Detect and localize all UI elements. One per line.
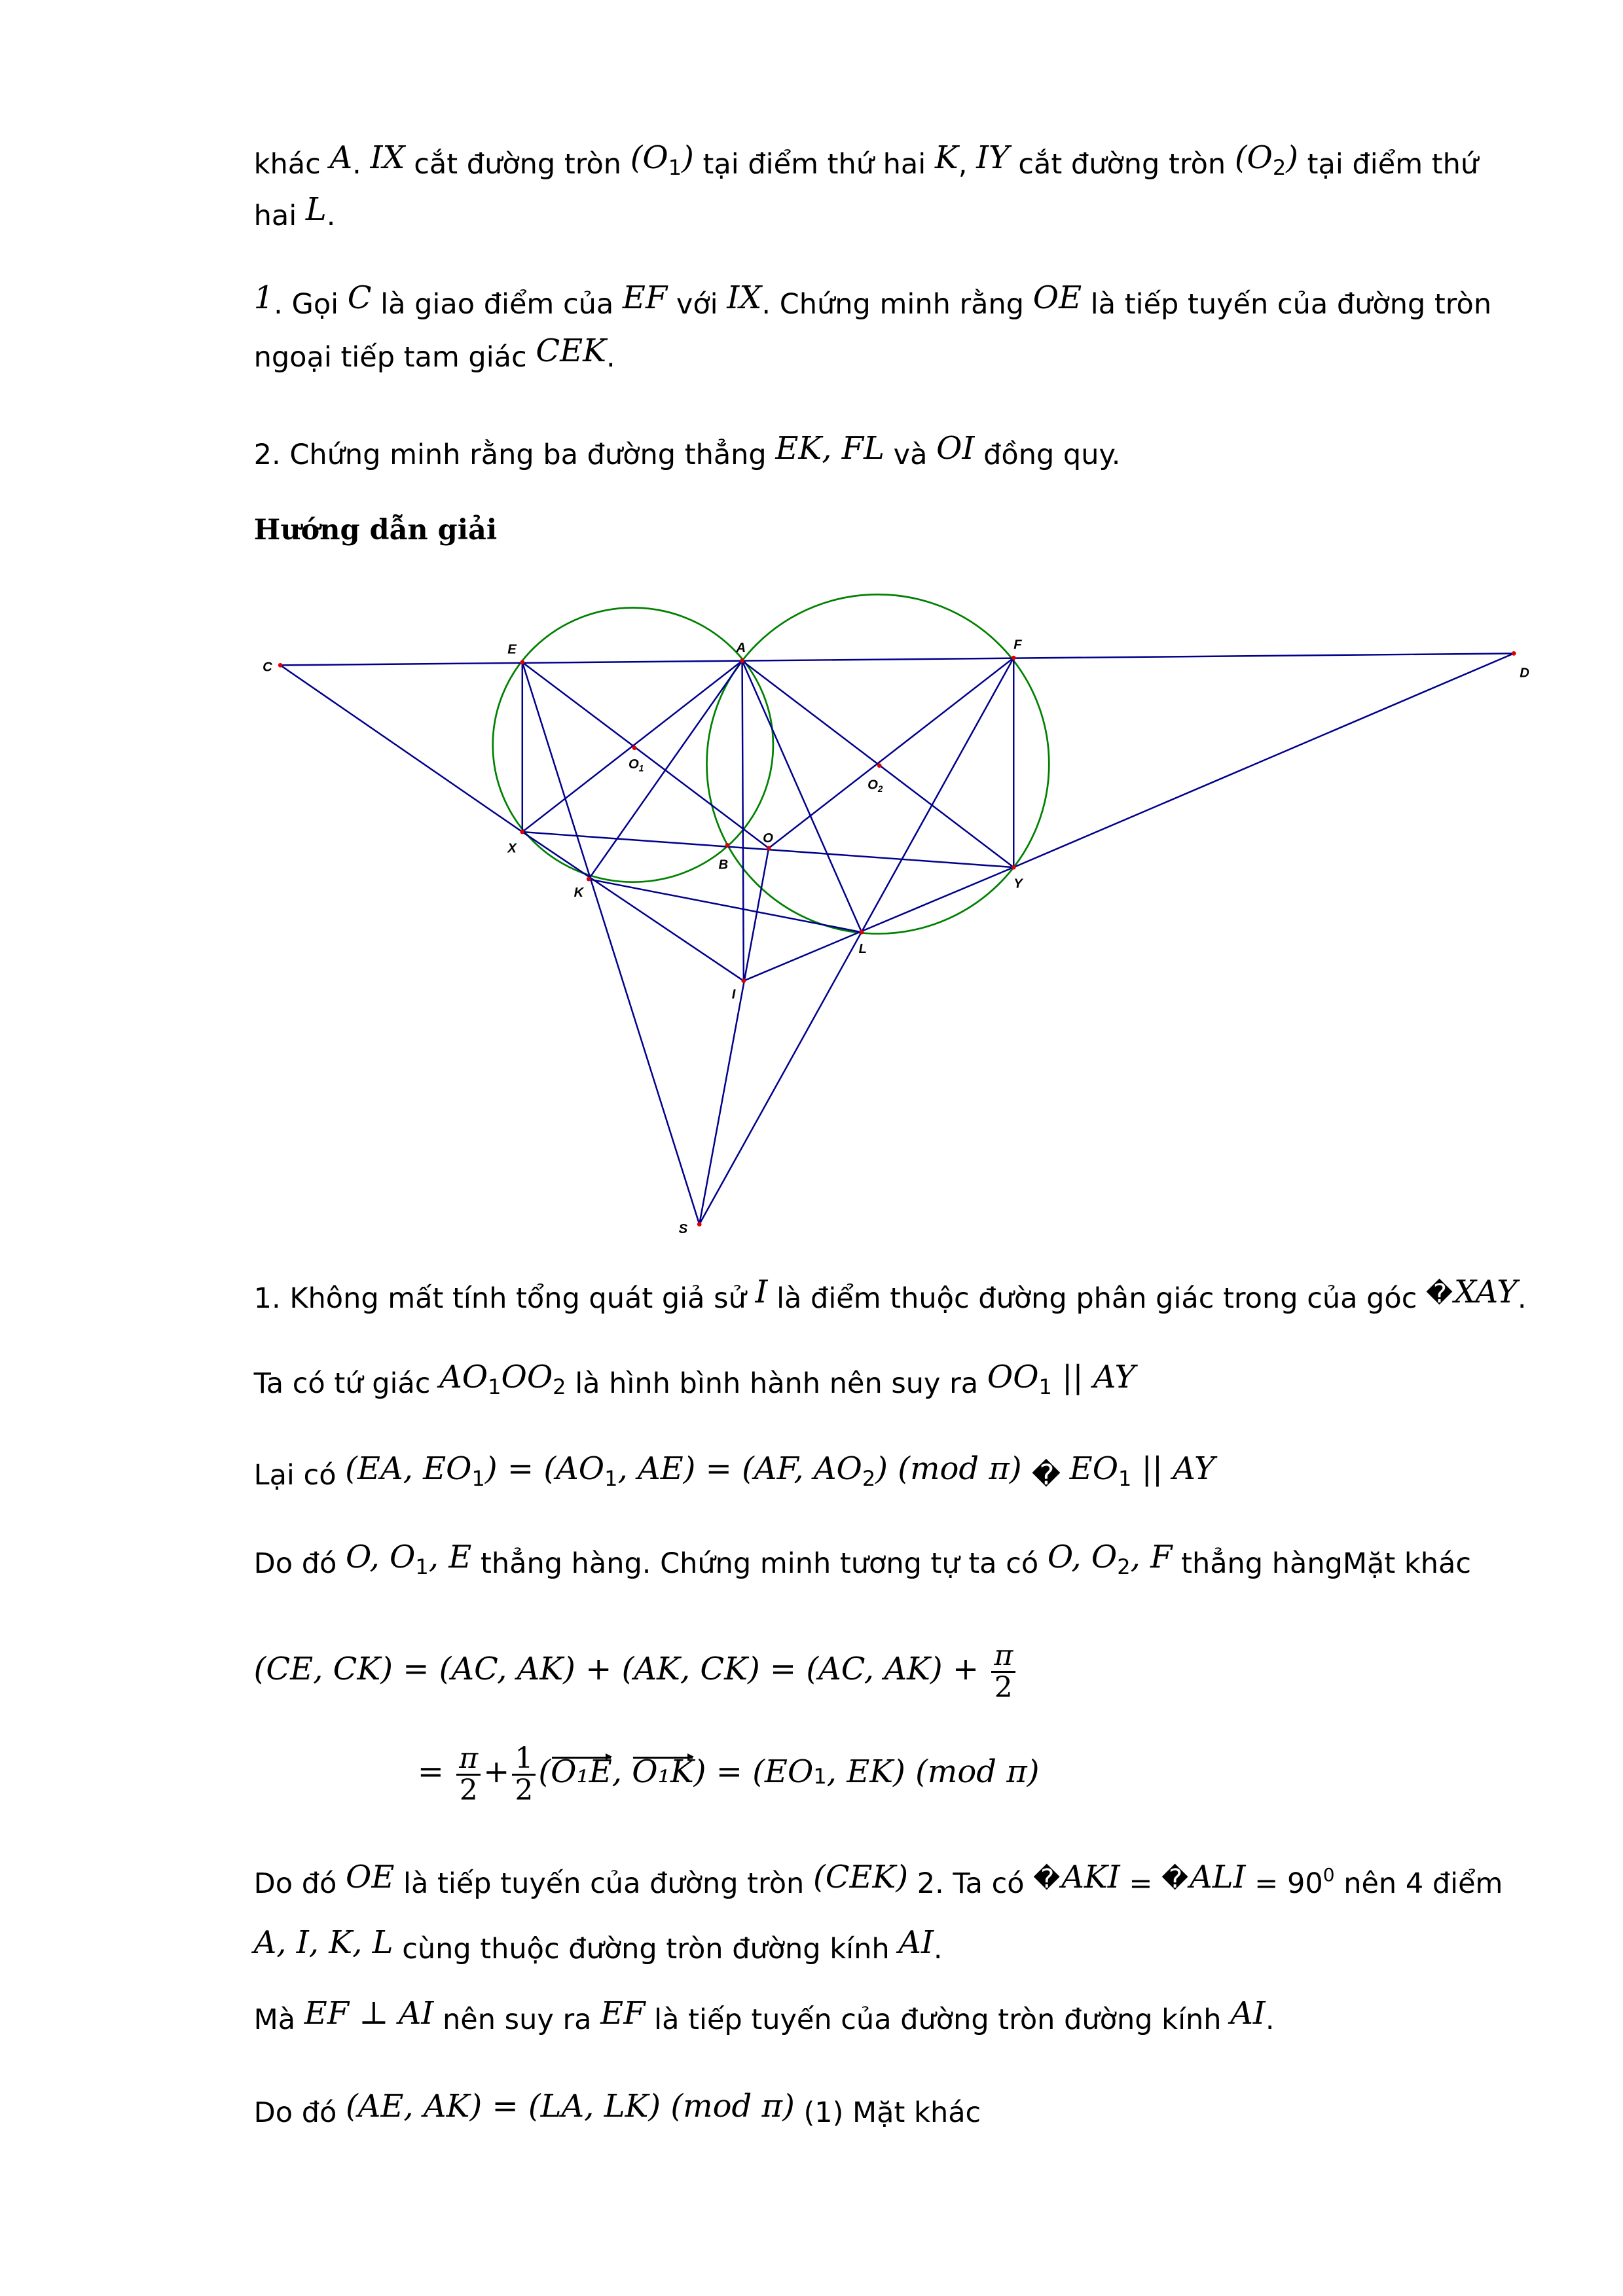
angle-name: ALI [1190,1859,1246,1896]
text-run: là tiếp tuyến của đường tròn [1082,287,1492,321]
math-expression: EF [600,1994,646,2032]
math-expression: AI [1230,1994,1266,2032]
math-expression: , AE) = (AF, AO [617,1450,862,1488]
denominator: 2 [994,1670,1013,1704]
math-expression: IX [727,279,762,316]
text-run: tại điểm thứ hai [693,147,935,181]
math-expression: EO [1069,1450,1119,1488]
angle-mark: � [1426,1278,1453,1309]
math-expression: 1 [253,279,274,316]
math-expression: || AY [1051,1359,1136,1396]
text-run: . [1517,1282,1527,1315]
text-run: Ta có tứ giác [253,1367,440,1401]
subscript: 1 [415,1554,429,1580]
point-F [1012,656,1016,660]
point-label-E: E [507,642,517,657]
numerator: 1 [512,1744,536,1776]
point-label-L: L [858,941,867,956]
point-label-Y: Y [1013,876,1023,891]
math-expression: (CE, CK) = (AC, AK) + (AK, CK) = (AC, AK) + [253,1650,989,1687]
point-O1 [632,745,637,750]
text-run: nên suy ra [433,2003,601,2036]
angle-name: XAY [1454,1273,1518,1310]
subscript: 1 [1118,1466,1132,1492]
angle-name: AKI [1061,1859,1120,1896]
text-run: hai [253,199,306,232]
point-Y [1012,865,1016,870]
math-expression: , E [428,1539,472,1576]
math-expression: O, O [1047,1539,1118,1576]
segment-CD [280,653,1514,665]
point-label-C: C [263,660,272,675]
subscript: 1 [604,1466,618,1492]
point-label-A: A [736,641,746,656]
text-run: . [326,199,336,232]
text-run: tại điểm thứ [1298,147,1479,181]
math-expression: EF [622,279,668,316]
math-expression: (O [1234,139,1273,176]
subscript: 2 [862,1466,876,1492]
segment-OS [699,848,769,1225]
subscript: 2 [1272,154,1286,180]
math-expression: OO [987,1359,1039,1396]
point-label-D: D [1520,666,1529,681]
point-label-O1: $O_1$ [629,757,644,774]
text-run: Do đó [253,2096,346,2129]
angle-mark: � [1161,1864,1189,1895]
math-expression: IY [976,139,1010,176]
segment-FS [699,658,1013,1224]
point-label-B: B [718,857,729,872]
math-expression: C [347,279,372,316]
point-O2 [877,763,882,768]
math-expression: (EA, EO [345,1450,472,1488]
point-E [520,660,524,664]
numerator: π [456,1744,481,1776]
math-expression: || AY [1131,1450,1215,1488]
math-expression: K [934,139,958,176]
subscript: 2 [553,1374,566,1400]
text-run: . [933,1932,943,1965]
math-expression: OO [501,1359,553,1396]
point-label-O: O [763,831,773,846]
text-run: đồng quy. [974,438,1121,471]
text-run: với [667,287,727,321]
text-run: thẳng hàng. Chứng minh tương tự ta có [471,1547,1048,1581]
text-run: . [1265,2003,1275,2036]
subscript: 1 [488,1374,501,1400]
math-expression: AI [898,1924,934,1961]
subscript: 1 [813,1764,827,1789]
point-L [860,930,864,935]
point-C [278,663,283,668]
superscript: 0 [1322,1864,1335,1886]
text-run: (1) Mặt khác [794,2096,981,2129]
point-D [1512,651,1516,656]
segment-EO [522,662,769,848]
text-run: thẳng hàngMặt khác [1172,1547,1472,1581]
vector: O₁E [551,1753,612,1791]
vector: O₁K [632,1753,694,1791]
point-label-X: X [507,841,517,856]
math-expression: CEK [536,332,606,369]
text-run: . [606,340,615,374]
math-expression: + [483,1753,510,1791]
text-run: khác [253,147,330,181]
text-run: là điểm thuộc đường phân giác trong của góc [767,1282,1427,1315]
denominator: 2 [515,1774,534,1808]
point-label-K: K [574,886,584,901]
point-label-F: F [1013,637,1022,653]
segment-DY [1013,653,1514,867]
math-expression: , EK) (mod π) [826,1753,1040,1791]
subscript: 1 [668,154,682,180]
text-run: . [352,147,371,181]
math-expression: OE [345,1859,395,1896]
segment-KL [589,879,862,932]
text-run: và [884,438,937,471]
point-K [587,877,591,882]
text-run: 1. Không mất tính tổng quát giả sử [253,1282,756,1315]
text-run: 2. Ta có [908,1867,1034,1901]
segment-FO [769,658,1013,848]
text-run: = 90 [1245,1867,1323,1901]
point-X [520,830,524,834]
text-run: . Gọi [274,287,348,321]
point-A [740,658,744,663]
math-expression: IX [370,139,405,176]
math-expression: I [755,1273,768,1310]
segment-AI [742,661,744,981]
math-expression: ) = (AO [484,1450,605,1488]
math-expression: ) = (EO [693,1753,814,1791]
denominator: 2 [459,1774,478,1808]
text-run: Do đó [253,1547,346,1581]
point-label-S: S [678,1222,688,1237]
angle-mark: � [1033,1864,1061,1895]
segment-ES [522,662,699,1225]
text-run: là tiếp tuyến của đường tròn đường kính [645,2003,1231,2036]
math-expression: AO [439,1359,488,1396]
math-expression: EK, FL [775,429,884,467]
math-expression: EF ⊥ AI [304,1994,434,2032]
numerator: π [991,1641,1015,1673]
text-run: là tiếp tuyến của đường tròn [394,1867,813,1901]
text-run: Hướng dẫn giải [253,513,498,547]
point-label-O2: $O_2$ [867,778,883,795]
text-run: là hình bình hành nên suy ra [566,1367,987,1401]
subscript: 1 [1038,1374,1052,1400]
point-S [697,1222,702,1227]
text-run: cắt đường tròn [405,147,630,181]
text-run: 2. Chứng minh rằng ba đường thẳng [253,438,776,471]
text-run: cắt đường tròn [1009,147,1235,181]
math-expression: OE [1032,279,1082,316]
math-expression: (CEK) [812,1859,909,1896]
math-expression: L [305,190,327,228]
text-run: cùng thuộc đường tròn đường kính [393,1932,899,1965]
math-expression: ) [1286,139,1298,176]
text-run: Do đó [253,1867,346,1901]
math-expression: ) [682,139,694,176]
math-expression: = [417,1753,454,1791]
text-run: Lại có [253,1459,346,1492]
math-expression: (mod π) [887,1450,1032,1488]
math-expression: O, O [345,1539,416,1576]
segment-YI [744,867,1013,981]
text-run: ngoại tiếp tam giác [253,340,536,374]
point-B [725,843,730,848]
text-run: � [1031,1459,1070,1492]
point-label-I: I [731,987,736,1002]
text-run: = [1120,1867,1162,1901]
text-run: Mà [253,2003,304,2036]
segment-CX [280,665,522,832]
point-I [741,978,746,983]
point-O [767,846,771,850]
subscript: 2 [1117,1554,1131,1580]
math-expression: A, I, K, L [253,1924,393,1961]
subscript: 1 [471,1466,485,1492]
math-expression: (O [630,139,668,176]
text-run: là giao điểm của [371,287,623,321]
math-expression: ( [538,1753,551,1791]
math-expression: (AE, AK) = (LA, LK) (mod π) [345,2087,795,2125]
math-expression: ) [875,1450,888,1488]
text-run: . Chứng minh rằng [761,287,1033,321]
segment-XI [522,832,744,981]
math-expression: OI [936,429,975,467]
math-expression: , [611,1753,632,1791]
math-expression: A [329,139,353,176]
text-run: nên 4 điểm [1334,1867,1503,1901]
math-expression: , F [1130,1539,1173,1576]
text-run: , [958,147,977,181]
